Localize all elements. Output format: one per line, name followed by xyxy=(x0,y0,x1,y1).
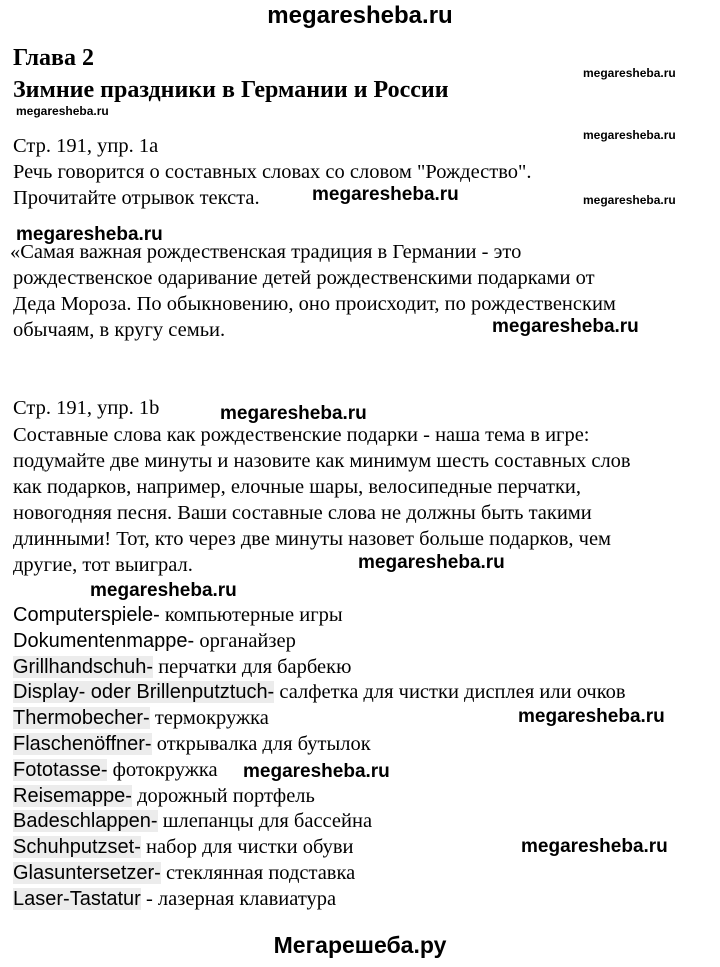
vocab-translation: открывалка для бутылок xyxy=(151,733,371,755)
vocab-item xyxy=(13,604,343,627)
exercise-reference: Стр. 191, упр. 1b xyxy=(13,397,160,419)
vocab-item xyxy=(13,733,371,756)
quote-line: рождественское одаривание детей рождественскими подарками от xyxy=(13,267,595,289)
vocab-translation: перчатки для барбекю xyxy=(153,655,352,678)
vocab-translation: стеклянная подставка xyxy=(160,862,356,884)
vocab-german-term: Schuhputzset- xyxy=(13,836,141,859)
vocab-item xyxy=(13,656,351,679)
watermark-small: megaresheba.ru xyxy=(583,128,676,142)
vocab-translation: компьютерные игры xyxy=(159,604,343,626)
watermark: megaresheba.ru xyxy=(220,403,367,424)
watermark: megaresheba.ru xyxy=(243,761,390,782)
chapter-title: Зимние праздники в Германии и России xyxy=(13,77,449,103)
watermark: megaresheba.ru xyxy=(492,316,639,337)
vocab-german-term: Flaschenöffner- xyxy=(13,733,152,755)
vocab-item xyxy=(13,759,218,782)
watermark-small: megaresheba.ru xyxy=(583,66,676,80)
vocab-item xyxy=(13,785,315,808)
paragraph-line: подумайте две минуты и назовите как минимум шесть составных слов xyxy=(13,450,631,472)
paragraph-line: длинными! Тот, кто через две минуты назовет больше подарков, чем xyxy=(13,528,612,550)
paragraph-line: Составные слова как рождественские подарки - наша тема в игре: xyxy=(13,424,590,446)
chapter-heading: Глава 2 xyxy=(13,45,94,71)
vocab-translation: дорожный портфель xyxy=(131,784,315,807)
vocab-german-term: Reisemappe- xyxy=(13,784,132,807)
paragraph-line: Прочитайте отрывок текста. xyxy=(13,187,260,209)
paragraph-line: другие, тот выиграл. xyxy=(13,554,193,576)
watermark: megaresheba.ru xyxy=(518,706,665,727)
watermark: megaresheba.ru xyxy=(358,552,505,573)
exercise-reference: Стр. 191, упр. 1a xyxy=(13,135,159,157)
vocab-german-term: Display- oder Brillenputztuch- xyxy=(13,681,275,704)
vocab-german-term: Badeschlappen- xyxy=(13,810,158,833)
site-header: megaresheba.ru xyxy=(267,2,453,29)
vocab-translation: термокружка xyxy=(149,707,269,730)
quote-line: Деда Мороза. По обыкновению, оно происходит, по рождественским xyxy=(13,293,616,315)
watermark: megaresheba.ru xyxy=(312,184,459,205)
quote-line: обычаям, в кругу семьи. xyxy=(13,319,226,341)
vocab-german-term: Glasuntersetzer- xyxy=(13,862,161,884)
vocab-translation: салфетка для чистки дисплея или очков xyxy=(274,681,626,704)
paragraph-line: как подарков, например, елочные шары, велосипедные перчатки, xyxy=(13,476,582,498)
vocab-item xyxy=(13,707,269,730)
watermark-small: megaresheba.ru xyxy=(583,193,676,207)
vocab-german-term: Grillhandschuh- xyxy=(13,655,154,678)
paragraph-line: новогодняя песня. Ваши составные слова не должны быть такими xyxy=(13,502,592,524)
vocab-german-term: Dokumentenmappe- xyxy=(13,629,195,652)
watermark: megaresheba.ru xyxy=(90,580,237,601)
watermark-small: megaresheba.ru xyxy=(16,104,109,118)
paragraph-line: Речь говорится о составных словах со словом "Рождество". xyxy=(13,161,532,183)
vocab-item xyxy=(13,862,355,885)
vocab-item xyxy=(13,836,354,859)
site-footer: Мегарешеба.ру xyxy=(273,932,447,958)
watermark: megaresheba.ru xyxy=(16,224,163,245)
vocab-translation: шлепанцы для бассейна xyxy=(157,810,373,833)
vocab-german-term: Laser-Tastatur xyxy=(13,887,141,910)
vocab-translation: органайзер xyxy=(194,629,296,652)
watermark: megaresheba.ru xyxy=(521,836,668,857)
vocab-german-term: Thermobecher- xyxy=(13,707,150,730)
vocab-item xyxy=(13,810,372,833)
vocab-item xyxy=(13,630,296,653)
vocab-translation: набор для чистки обуви xyxy=(140,836,354,859)
vocab-translation: - лазерная клавиатура xyxy=(140,887,337,910)
quote-line: «Самая важная рождественская традиция в Германии - это xyxy=(10,241,522,263)
vocab-german-term: Fototasse- xyxy=(13,758,108,781)
vocab-german-term: Computerspiele- xyxy=(13,604,160,626)
vocab-item xyxy=(13,888,336,911)
vocab-translation: фотокружка xyxy=(107,758,218,781)
vocab-item xyxy=(13,681,626,704)
